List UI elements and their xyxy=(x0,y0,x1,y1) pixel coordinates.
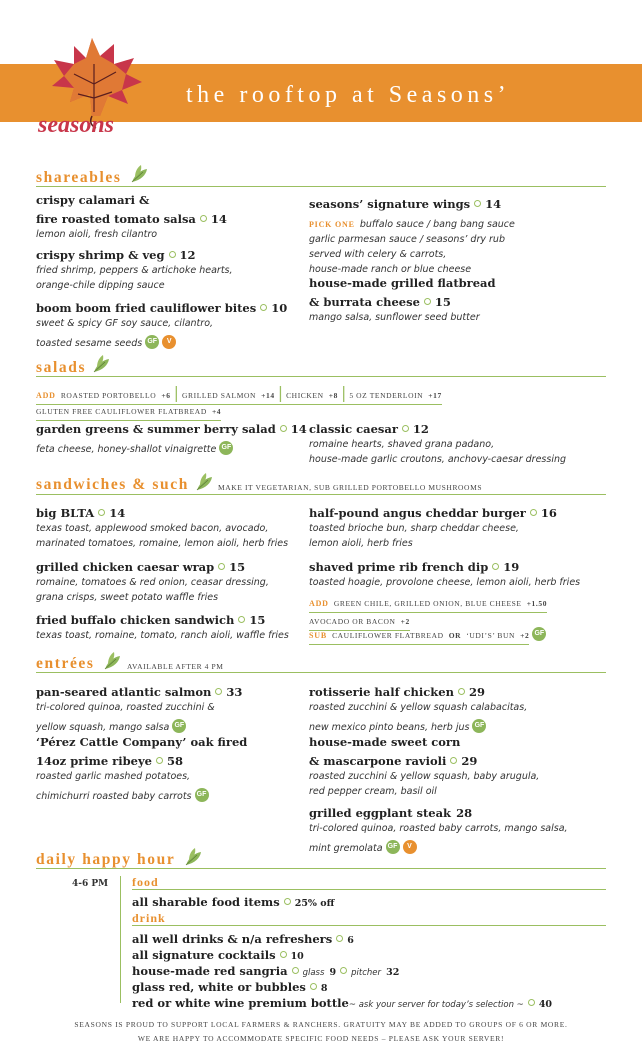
dot-icon xyxy=(530,509,537,516)
dot-icon xyxy=(156,757,163,764)
menu-item-shrimp: crispy shrimp & veg 12 fried shrimp, peppers & artichoke hearts, orange-chile dipping sauce xyxy=(36,248,233,291)
dot-icon xyxy=(284,898,291,905)
happy-hour-divider xyxy=(132,925,606,926)
happy-hour-drink-1: all well drinks & n/a refreshers 6 xyxy=(132,932,354,946)
restaurant-title: the rooftop at Seasons’ xyxy=(186,82,511,108)
dot-icon xyxy=(169,251,176,258)
footer-line-2: WE ARE HAPPY TO ACCOMMODATE SPECIFIC FOOD NEEDS – PLEASE ASK YOUR SERVER! xyxy=(137,1034,505,1043)
menu-item-salmon: pan-seared atlantic salmon 33 tri-colored quinoa, roasted zucchini & yellow squash, mango salsa GF xyxy=(36,685,243,733)
happy-hour-drink-3: house-made red sangria glass 9 pitcher 32 xyxy=(132,964,400,978)
menu-item-buffalo-sandwich: fried buffalo chicken sandwich 15 texas toast, romaine, tomato, ranch aioli, waffle fries xyxy=(36,613,289,641)
happy-hour-drink-2: all signature cocktails 10 xyxy=(132,948,304,962)
menu-item-cauliflower: boom boom fried cauliflower bites 10 sweet & spicy GF soy sauce, cilantro, toasted sesame seeds GF V xyxy=(36,301,288,349)
section-title-happy-hour: daily happy hour xyxy=(36,851,176,868)
happy-hour-drink-4: glass red, white or bubbles 8 xyxy=(132,980,328,994)
dot-icon xyxy=(528,999,535,1006)
dot-icon xyxy=(292,967,299,974)
dot-icon xyxy=(340,967,347,974)
gluten-free-badge: GF xyxy=(386,840,400,854)
happy-hour-time: 4-6 PM xyxy=(72,879,109,889)
gluten-free-badge: GF xyxy=(219,441,233,455)
section-divider xyxy=(36,494,606,495)
dot-icon xyxy=(310,983,317,990)
happy-hour-drink-label: drink xyxy=(132,911,166,925)
section-title-salads: salads xyxy=(36,359,87,376)
salad-addons: ADD ROASTED PORTOBELLO +6 | GRILLED SALMON +14 | CHICKEN +8 | 5 OZ TENDERLOIN +17 xyxy=(36,383,442,402)
leaf-icon xyxy=(193,472,215,492)
happy-hour-food-item: all sharable food items 25% off xyxy=(132,895,335,909)
dot-icon xyxy=(200,215,207,222)
section-title-entrees: entrées xyxy=(36,655,95,672)
menu-item-flatbread: house-made grilled flatbread & burrata cheese 15 mango salsa, sunflower seed butter xyxy=(309,276,496,323)
leaf-icon xyxy=(182,847,204,867)
dot-icon xyxy=(215,688,222,695)
dot-icon xyxy=(260,304,267,311)
sandwich-addons: ADD GREEN CHILE, GRILLED ONION, BLUE CHEESE +1.50 xyxy=(309,591,547,610)
dot-icon xyxy=(336,935,343,942)
gluten-free-badge: GF xyxy=(145,335,159,349)
menu-item-wings: seasons’ signature wings 14 PICK ONE buffalo sauce / bang bang sauce garlic parmesan sauce / seasons’ dry rub served with celery & carrots, house-made ranch or blue cheese xyxy=(309,197,515,275)
section-title-sandwiches: sandwiches & such xyxy=(36,476,189,493)
menu-item-eggplant: grilled eggplant steak 28 tri-colored quinoa, roasted baby carrots, mango salsa, mint gremolata GF V xyxy=(309,806,568,854)
menu-item-half-chicken: rotisserie half chicken 29 roasted zucchini & yellow squash calabacitas, new mexico pinto beans, herb jus GF xyxy=(309,685,528,733)
dot-icon xyxy=(450,757,457,764)
leaf-icon xyxy=(90,354,112,374)
dot-icon xyxy=(98,509,105,516)
seasons-logo xyxy=(30,24,160,142)
happy-hour-drink-5: red or white wine premium bottle~ ask your server for today’s selection ~ 40 xyxy=(132,996,553,1010)
vegan-badge: V xyxy=(403,840,417,854)
section-divider xyxy=(36,376,606,377)
footer-line-1: SEASONS IS PROUD TO SUPPORT LOCAL FARMERS & RANCHERS. GRATUITY MAY BE ADDED TO GROUPS OF 6 OR MORE. xyxy=(74,1020,568,1029)
dot-icon xyxy=(218,563,225,570)
menu-item-garden-salad: garden greens & summer berry salad 14 feta cheese, honey-shallot vinaigrette GF xyxy=(36,422,307,455)
section-divider xyxy=(36,186,606,187)
dot-icon xyxy=(492,563,499,570)
menu-item-french-dip: shaved prime rib french dip 19 toasted hoagie, provolone cheese, lemon aioli, herb fries xyxy=(309,560,581,588)
section-divider xyxy=(36,868,606,869)
svg-text:seasons: seasons xyxy=(38,112,115,138)
dot-icon xyxy=(424,298,431,305)
dot-icon xyxy=(474,200,481,207)
menu-item-blta: big BLTA 14 texas toast, applewood smoked bacon, avocado, marinated tomatoes, romaine, lemon aioli, herb fries xyxy=(36,506,289,549)
dot-icon xyxy=(458,688,465,695)
menu-item-burger: half-pound angus cheddar burger 16 toasted brioche bun, sharp cheddar cheese, lemon aioli, herb fries xyxy=(309,506,557,549)
dot-icon xyxy=(280,425,287,432)
gluten-free-badge: GF xyxy=(532,627,546,641)
sandwich-substitutions: SUB CAULIFLOWER FLATBREAD OR ‘UDI’S’ BUN +2 GF xyxy=(309,623,546,642)
dot-icon xyxy=(238,616,245,623)
section-title-shareables: shareables xyxy=(36,169,122,186)
gluten-free-badge: GF xyxy=(172,719,186,733)
salad-gf-flatbread: GLUTEN FREE CAULIFLOWER FLATBREAD +4 xyxy=(36,399,221,418)
leaf-icon xyxy=(101,651,123,671)
sandwich-addons-2: AVOCADO OR BACON +2 xyxy=(309,609,410,628)
happy-hour-divider xyxy=(132,889,606,890)
menu-item-ribeye: ‘Pérez Cattle Company’ oak fired 14oz prime ribeye 58 roasted garlic mashed potatoes, chimichurri roasted baby carrots GF xyxy=(36,735,248,802)
menu-item-calamari: crispy calamari & fire roasted tomato salsa 14 lemon aioli, fresh cilantro xyxy=(36,193,227,240)
happy-hour-vertical-rule xyxy=(120,876,121,1003)
entrees-note: AVAILABLE AFTER 4 PM xyxy=(127,662,224,671)
happy-hour-food-label: food xyxy=(132,875,159,889)
dot-icon xyxy=(280,951,287,958)
gluten-free-badge: GF xyxy=(472,719,486,733)
menu-item-ravioli: house-made sweet corn & mascarpone ravioli 29 roasted zucchini & yellow squash, baby arugula, red pepper cream, basil oil xyxy=(309,735,540,797)
menu-item-caesar-wrap: grilled chicken caesar wrap 15 romaine, tomatoes & red onion, ceasar dressing, grana crisps, sweet potato waffle fries xyxy=(36,560,269,603)
vegan-badge: V xyxy=(162,335,176,349)
dot-icon xyxy=(402,425,409,432)
section-divider xyxy=(36,672,606,673)
leaf-icon xyxy=(128,164,150,184)
menu-item-caesar: classic caesar 12 romaine hearts, shaved grana padano, house-made garlic croutons, anchovy-caesar dressing xyxy=(309,422,567,465)
sandwich-note: MAKE IT VEGETARIAN, SUB GRILLED PORTOBELLO MUSHROOMS xyxy=(218,483,483,492)
gluten-free-badge: GF xyxy=(195,788,209,802)
